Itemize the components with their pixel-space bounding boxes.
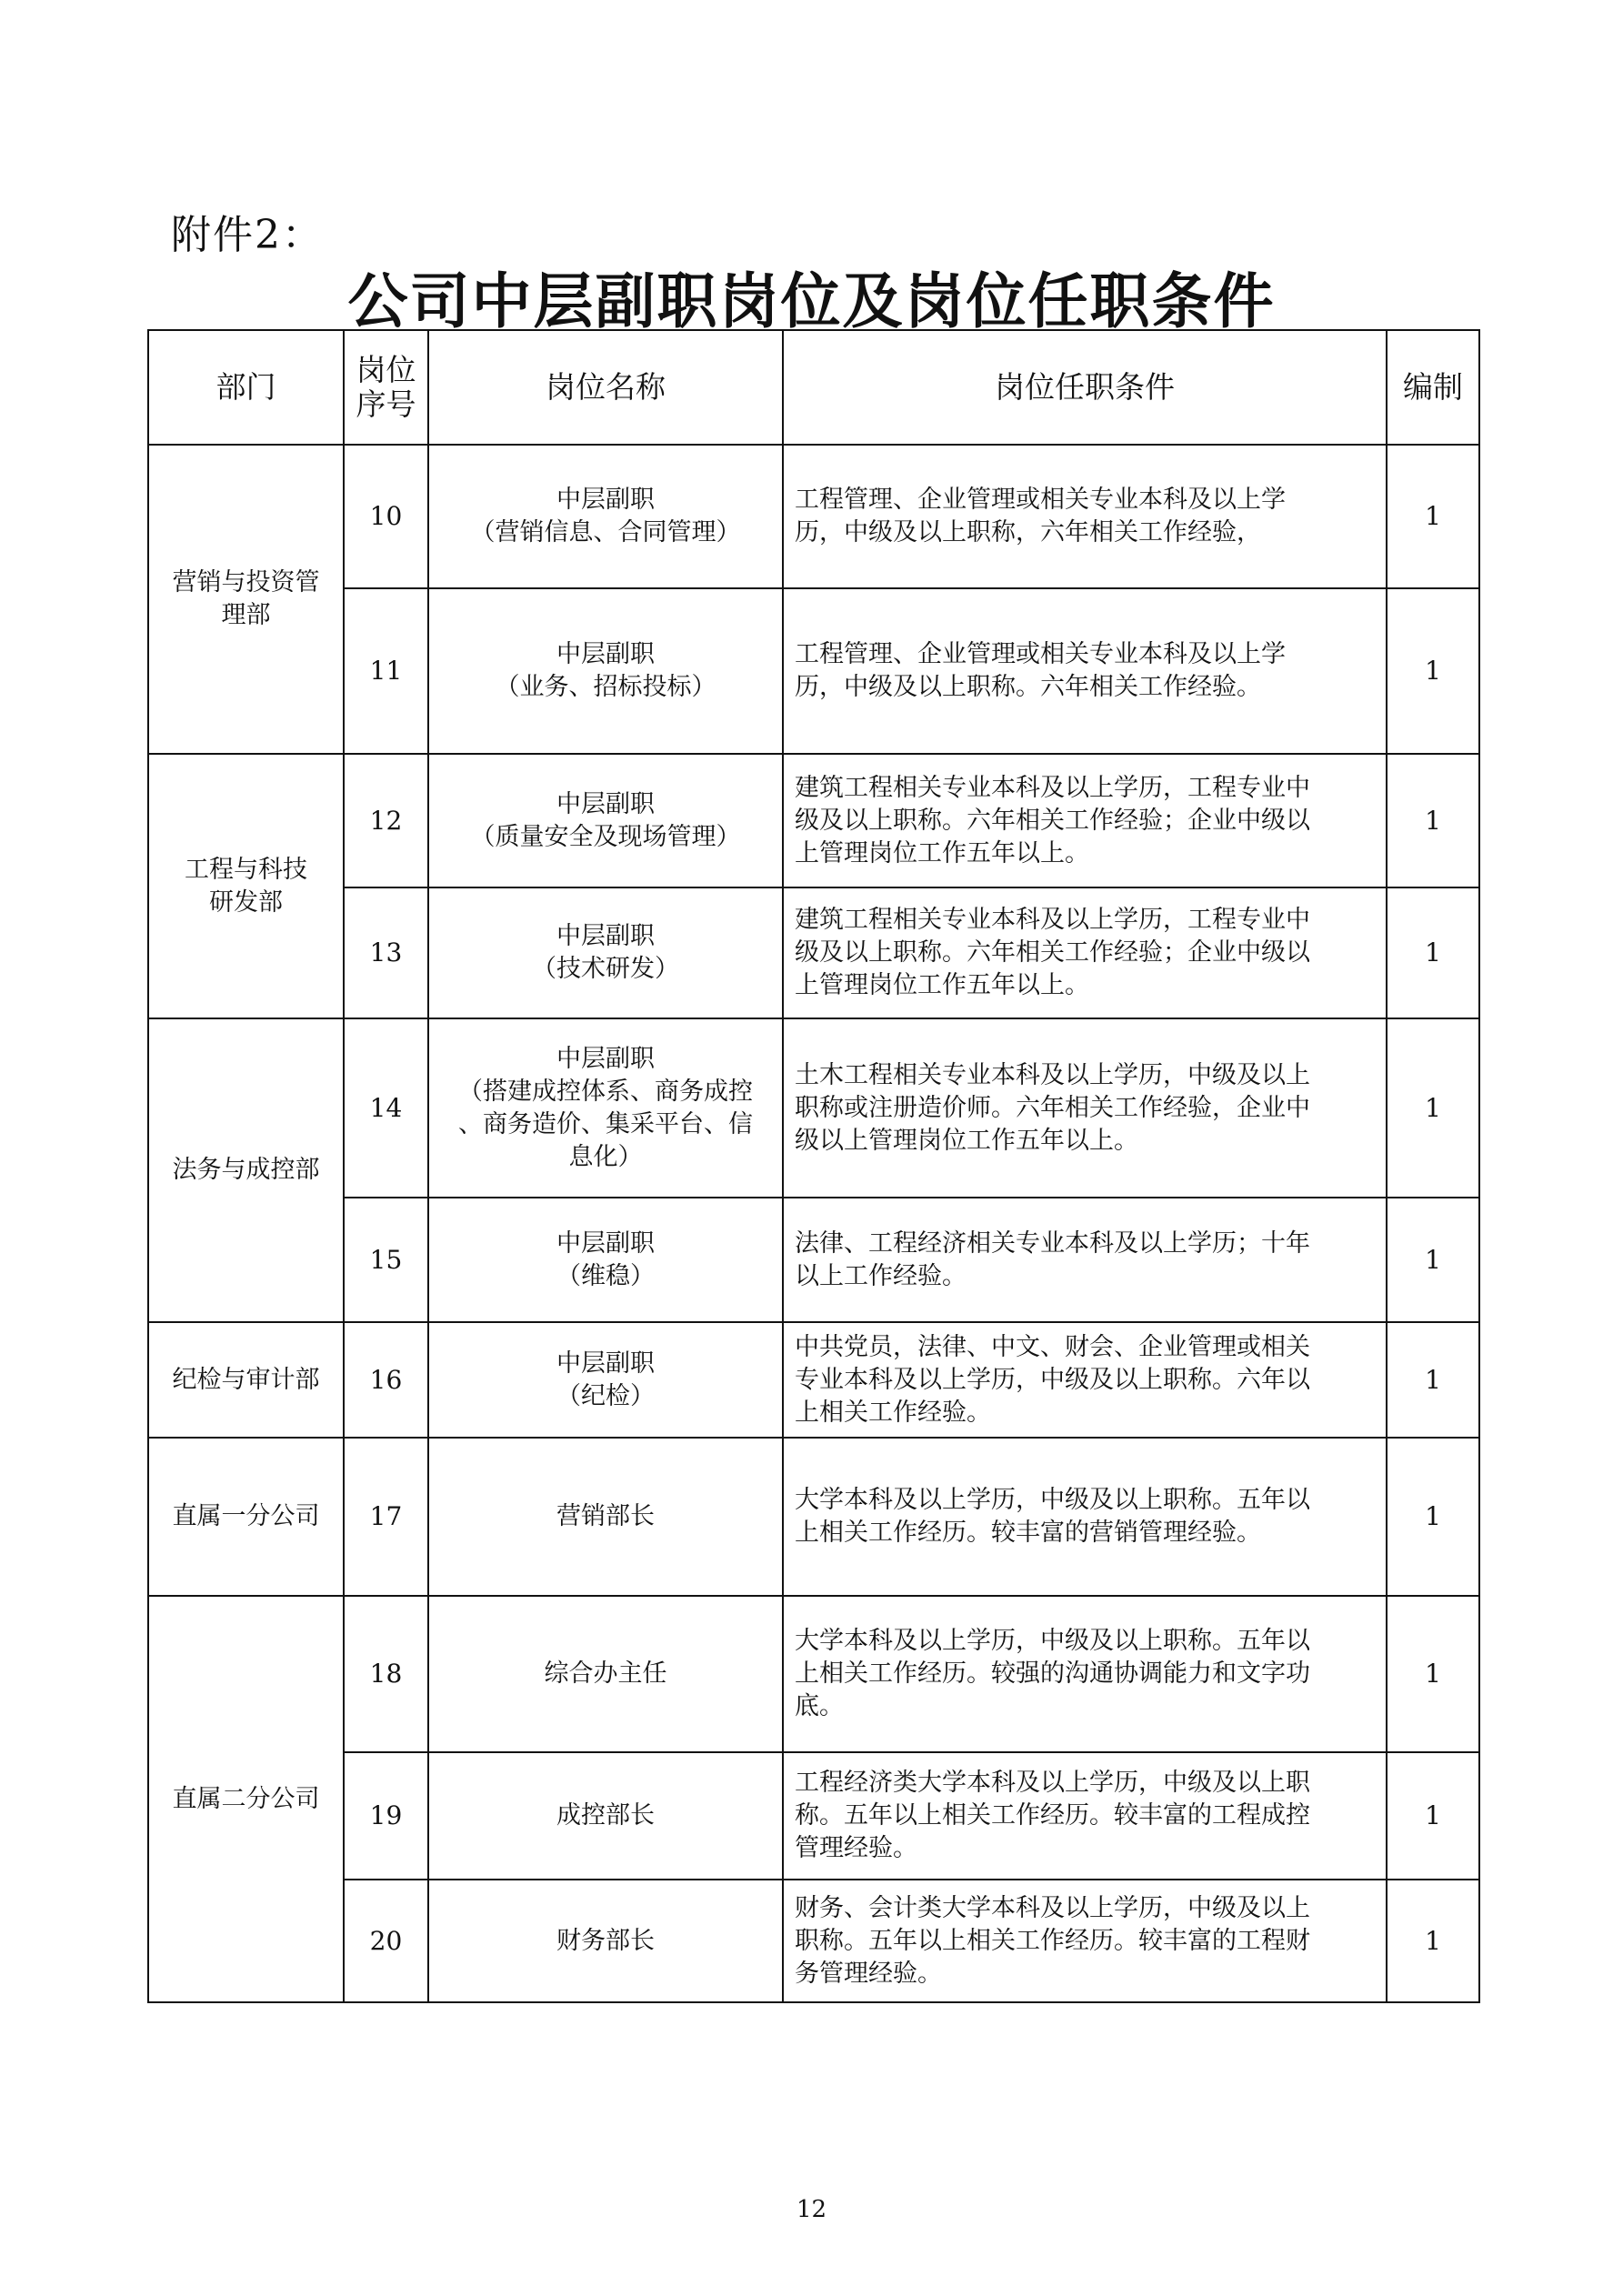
requirements-line: 历，中级及以上职称。六年相关工作经验。 [795, 673, 1261, 701]
page-number: 12 [796, 2196, 827, 2223]
department-name-line1: 营销与投资管 [172, 568, 320, 597]
requirements-cell [783, 887, 1387, 1018]
table-row [148, 1880, 1479, 2002]
sequence-cell: 14 [344, 1018, 428, 1198]
department-name-line1: 直属二分公司 [172, 1784, 320, 1813]
position-line: 、商务造价、集采平台、信 [458, 1109, 753, 1138]
requirements-line: 建筑工程相关专业本科及以上学历，工程专业中 [795, 906, 1310, 934]
position-cell [428, 1018, 783, 1198]
requirements-line: 历，中级及以上职称，六年相关工作经验， [795, 518, 1261, 546]
position-line: （技术研发） [532, 955, 679, 983]
department-cell [148, 1018, 344, 1322]
requirements-line: 以上工作经验。 [795, 1261, 967, 1290]
quota-cell: 1 [1387, 1880, 1479, 2002]
header-department: 部门 [148, 330, 344, 445]
requirements-cell [783, 1018, 1387, 1198]
sequence-cell: 12 [344, 754, 428, 887]
quota-cell: 1 [1387, 754, 1479, 887]
table-header-row [148, 330, 1479, 445]
position-cell [428, 1322, 783, 1438]
position-line: 息化） [568, 1142, 643, 1171]
position-cell [428, 1880, 783, 2002]
sequence-cell: 16 [344, 1322, 428, 1438]
requirements-line: 工程管理、企业管理或相关专业本科及以上学 [795, 640, 1286, 668]
header-requirements: 岗位任职条件 [783, 330, 1387, 445]
requirements-line: 职称或注册造价师。六年相关工作经验，企业中 [795, 1093, 1310, 1122]
position-line: 中层副职 [556, 1349, 655, 1378]
sequence-cell: 17 [344, 1438, 428, 1596]
header-sequence-line2: 序号 [356, 386, 416, 422]
position-line: 财务部长 [556, 1926, 655, 1955]
sequence-cell: 19 [344, 1752, 428, 1880]
sequence-cell: 15 [344, 1198, 428, 1322]
position-line: 成控部长 [556, 1801, 655, 1830]
requirements-line: 级以上管理岗位工作五年以上。 [795, 1126, 1138, 1155]
department-cell [148, 754, 344, 1018]
quota-cell: 1 [1387, 1322, 1479, 1438]
requirements-line: 建筑工程相关专业本科及以上学历，工程专业中 [795, 773, 1310, 802]
quota-cell: 1 [1387, 1438, 1479, 1596]
position-line: 中层副职 [556, 922, 655, 950]
sequence-cell: 18 [344, 1596, 428, 1752]
position-line: （业务、招标投标） [495, 673, 716, 701]
table-row [148, 588, 1479, 754]
sequence-cell: 20 [344, 1880, 428, 2002]
quota-cell: 1 [1387, 1752, 1479, 1880]
table-row [148, 445, 1479, 588]
position-line: 综合办主任 [544, 1659, 667, 1688]
quota-cell: 1 [1387, 887, 1479, 1018]
requirements-line: 称。五年以上相关工作经历。较丰富的工程成控 [795, 1801, 1310, 1830]
header-quota: 编制 [1387, 330, 1479, 445]
requirements-line: 职称。五年以上相关工作经历。较丰富的工程财 [795, 1926, 1310, 1955]
requirements-line: 法律、工程经济相关专业本科及以上学历；十年 [795, 1228, 1310, 1258]
position-line: （搭建成控体系、商务成控 [458, 1077, 753, 1106]
requirements-line: 大学本科及以上学历，中级及以上职称。五年以 [795, 1486, 1310, 1514]
quota-cell: 1 [1387, 1596, 1479, 1752]
position-line: （纪检） [556, 1381, 655, 1410]
requirements-line: 上管理岗位工作五年以上。 [795, 971, 1089, 999]
requirements-cell [783, 754, 1387, 887]
requirements-line: 财务、会计类大学本科及以上学历，中级及以上 [795, 1893, 1310, 1922]
position-cell [428, 1438, 783, 1596]
position-line: 中层副职 [556, 640, 655, 668]
position-cell [428, 445, 783, 588]
position-line: （维稳） [556, 1261, 655, 1290]
requirements-cell [783, 1322, 1387, 1438]
table-row [148, 1018, 1479, 1198]
requirements-line: 级及以上职称。六年相关工作经验；企业中级以 [795, 938, 1310, 967]
position-cell [428, 1596, 783, 1752]
requirements-cell [783, 445, 1387, 588]
sequence-cell: 10 [344, 445, 428, 588]
table-row [148, 1198, 1479, 1322]
requirements-line: 管理经验。 [795, 1834, 917, 1862]
requirements-line: 工程经济类大学本科及以上学历，中级及以上职 [795, 1769, 1310, 1797]
requirements-cell [783, 1198, 1387, 1322]
sequence-cell: 11 [344, 588, 428, 754]
requirements-line: 上相关工作经验。 [795, 1398, 991, 1427]
table-row [148, 1596, 1479, 1752]
attachment-label: 附件2： [171, 212, 324, 258]
table-row [148, 1752, 1479, 1880]
department-cell [148, 1596, 344, 2002]
position-cell [428, 887, 783, 1018]
requirements-line: 底。 [795, 1692, 844, 1720]
quota-cell: 1 [1387, 445, 1479, 588]
document-title: 公司中层副职岗位及岗位任职条件 [347, 266, 1276, 336]
requirements-cell [783, 1596, 1387, 1752]
quota-cell: 1 [1387, 588, 1479, 754]
table-row [148, 754, 1479, 887]
requirements-cell [783, 1880, 1387, 2002]
position-line: 中层副职 [556, 1044, 655, 1073]
requirements-line: 土木工程相关专业本科及以上学历，中级及以上 [795, 1060, 1310, 1089]
quota-cell: 1 [1387, 1198, 1479, 1322]
requirements-line: 工程管理、企业管理或相关专业本科及以上学 [795, 486, 1286, 514]
requirements-line: 上相关工作经历。较丰富的营销管理经验。 [795, 1519, 1261, 1547]
position-requirements-table [147, 329, 1480, 2003]
position-line: 中层副职 [556, 486, 655, 514]
requirements-line: 务管理经验。 [795, 1959, 942, 1988]
department-name-line1: 纪检与审计部 [172, 1365, 320, 1394]
requirements-line: 中共党员，法律、中文、财会、企业管理或相关 [795, 1332, 1310, 1361]
position-line: 中层副职 [556, 1228, 655, 1258]
department-cell [148, 445, 344, 754]
requirements-line: 上管理岗位工作五年以上。 [795, 838, 1089, 867]
header-sequence [344, 330, 428, 445]
header-position-name: 岗位名称 [428, 330, 783, 445]
department-name-line1: 法务与成控部 [172, 1156, 320, 1184]
requirements-line: 级及以上职称。六年相关工作经验；企业中级以 [795, 806, 1310, 835]
position-cell [428, 1198, 783, 1322]
department-cell [148, 1438, 344, 1596]
table-row [148, 1322, 1479, 1438]
position-cell [428, 754, 783, 887]
position-line: （质量安全及现场管理） [470, 822, 741, 851]
requirements-line: 上相关工作经历。较强的沟通协调能力和文字功 [795, 1659, 1310, 1688]
department-name-line2: 理部 [221, 601, 271, 629]
requirements-cell [783, 1438, 1387, 1596]
position-line: 中层副职 [556, 789, 655, 818]
department-name-line2: 研发部 [209, 887, 283, 917]
department-name-line1: 工程与科技 [185, 855, 307, 884]
table-row [148, 1438, 1479, 1596]
requirements-line: 专业本科及以上学历，中级及以上职称。六年以 [795, 1365, 1310, 1394]
requirements-line: 大学本科及以上学历，中级及以上职称。五年以 [795, 1627, 1310, 1655]
department-name-line1: 直属一分公司 [172, 1502, 320, 1530]
sequence-cell: 13 [344, 887, 428, 1018]
department-cell [148, 1322, 344, 1438]
quota-cell: 1 [1387, 1018, 1479, 1198]
header-sequence-line1: 岗位 [356, 352, 416, 387]
table-row [148, 887, 1479, 1018]
position-cell [428, 588, 783, 754]
position-cell [428, 1752, 783, 1880]
position-line: 营销部长 [556, 1502, 655, 1530]
position-line: （营销信息、合同管理） [470, 518, 741, 546]
requirements-cell [783, 588, 1387, 754]
requirements-cell [783, 1752, 1387, 1880]
